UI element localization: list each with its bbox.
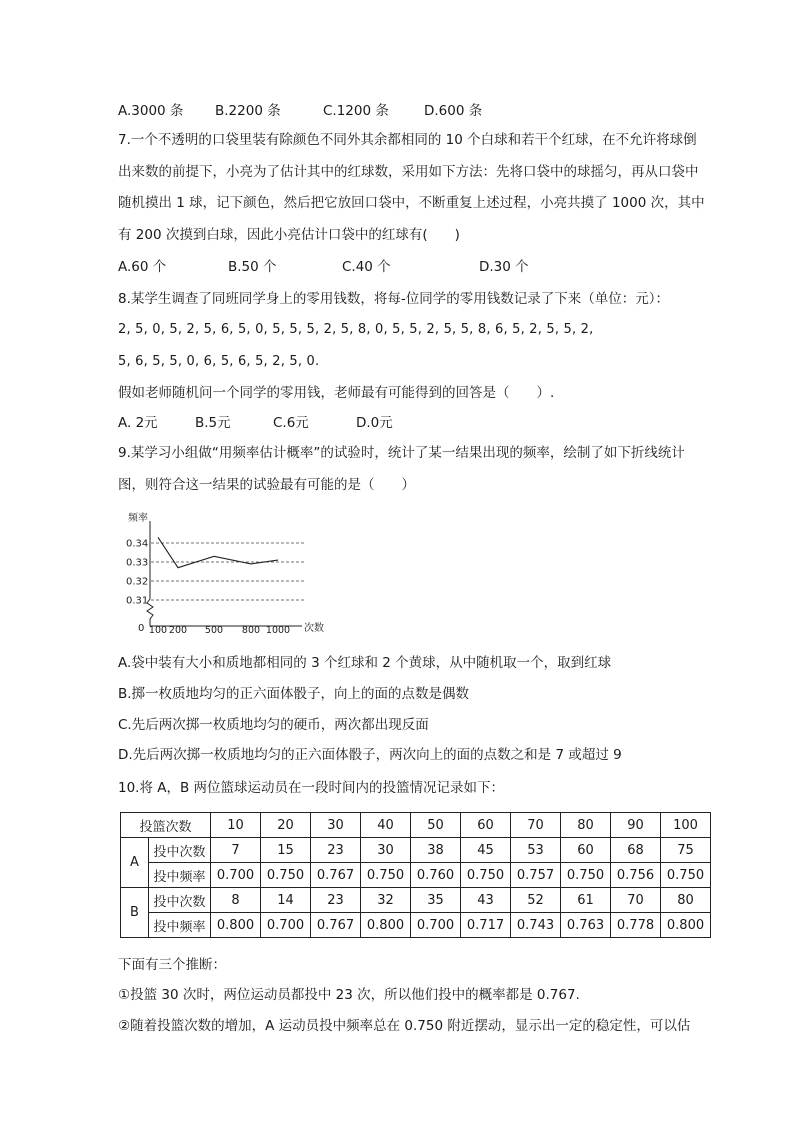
chart-y-tick-label: 0.31	[126, 595, 149, 607]
table-cell: 35	[411, 888, 461, 913]
chart-ylabel: 频率	[128, 513, 148, 524]
shots-cell: 80	[561, 813, 611, 838]
q8-option-d: D.0元	[356, 415, 393, 431]
table-cell: 14	[261, 888, 311, 913]
shots-cell: 70	[511, 813, 561, 838]
q6-options	[118, 102, 718, 120]
table-cell: 0.756	[611, 863, 661, 888]
chart-x-tick-label: 200	[168, 625, 188, 636]
table-cell: 0.767	[311, 913, 361, 938]
table-cell: 0.800	[211, 913, 261, 938]
table-cell: 0.743	[511, 913, 561, 938]
q6-option-d: D.600 条	[424, 103, 483, 119]
table-cell: 0.757	[511, 863, 561, 888]
chart-xlabel: 次数	[304, 623, 324, 634]
chart-series-line	[158, 537, 278, 567]
shots-cell: 30	[311, 813, 361, 838]
table-cell: 45	[461, 838, 511, 863]
shots-cell: 60	[461, 813, 511, 838]
table-cell: 7	[211, 838, 261, 863]
shots-cell: 20	[261, 813, 311, 838]
chart-x-tick-label: 1000	[265, 625, 291, 636]
table-cell: 32	[361, 888, 411, 913]
table-cell: 30	[361, 838, 411, 863]
chart-x-tick-label: 500	[204, 625, 224, 636]
table-cell: 60	[561, 838, 611, 863]
q10-after-text: 下面有三个推断：	[118, 957, 226, 973]
q7-option-a: A.60 个	[118, 259, 167, 275]
table-cell: 0.763	[561, 913, 611, 938]
chart-y-tick-label: 0.34	[126, 538, 149, 550]
q7-option-c: C.40 个	[342, 259, 391, 275]
table-cell: 75	[661, 838, 711, 863]
chart-x-tick-label: 800	[241, 625, 261, 636]
table-cell: 43	[461, 888, 511, 913]
q7-option-d: D.30 个	[479, 259, 529, 275]
q8-options	[118, 414, 718, 432]
q9-text: 9.某学习小组做“用频率估计概率”的试验时，统计了某一结果出现的频率，绘制了如下折线统计图，则符合这一结果的试验最有可能的是（ ）	[118, 445, 685, 493]
q10-intro: 10.将 A，B 两位篮球运动员在一段时间内的投篮情况记录如下：	[118, 780, 505, 796]
table-row	[121, 813, 711, 838]
table-cell: 0.800	[661, 913, 711, 938]
table-row	[121, 888, 711, 913]
q6-option-a: A.3000 条	[118, 103, 184, 119]
table-cell: 0.767	[311, 863, 361, 888]
table-cell: 0.750	[261, 863, 311, 888]
row-label-cell: 投中频率	[149, 913, 211, 938]
table-cell: 15	[261, 838, 311, 863]
q7-option-b: B.50 个	[228, 259, 277, 275]
group-label-cell: A	[121, 838, 149, 888]
chart-y-tick-label: 0.32	[126, 576, 149, 588]
table-cell: 53	[511, 838, 561, 863]
table-cell: 0.750	[461, 863, 511, 888]
chart-origin-label: 0	[138, 623, 145, 634]
table-cell: 8	[211, 888, 261, 913]
table-cell: 52	[511, 888, 561, 913]
q9-option-c: C.先后两次掷一枚质地均匀的硬币，两次都出现反面	[118, 717, 429, 733]
row-label-cell: 投中次数	[149, 888, 211, 913]
table-cell: 70	[611, 888, 661, 913]
table-cell: 0.750	[361, 863, 411, 888]
q6-option-b: B.2200 条	[215, 103, 281, 119]
table-cell: 0.800	[361, 913, 411, 938]
q7-options	[118, 258, 718, 276]
shots-cell: 10	[211, 813, 261, 838]
q8-data-line-1: 2, 5, 0, 5, 2, 5, 6, 5, 0, 5, 5, 5, 2, 5, 8, 0, 5, 5, 2, 5, 5, 8, 6, 5, 2, 5, 5, 2,	[118, 322, 594, 337]
table-cell: 0.778	[611, 913, 661, 938]
frequency-line-chart	[118, 507, 338, 639]
shooting-record-table	[120, 812, 711, 938]
q8-data-line-2: 5, 6, 5, 5, 0, 6, 5, 6, 5, 2, 5, 0.	[118, 354, 320, 369]
table-cell: 0.700	[211, 863, 261, 888]
table-cell: 68	[611, 838, 661, 863]
table-cell: 23	[311, 838, 361, 863]
q9-option-a: A.袋中装有大小和质地都相同的 3 个红球和 2 个黄球，从中随机取一个，取到红球	[118, 655, 612, 671]
shots-cell: 50	[411, 813, 461, 838]
table-cell: 80	[661, 888, 711, 913]
q8-option-b: B.5元	[195, 415, 231, 431]
chart-x-tick-label: 100	[148, 625, 168, 636]
table-cell: 23	[311, 888, 361, 913]
q8-option-c: C.6元	[273, 415, 309, 431]
header-label-cell: 投篮次数	[121, 813, 211, 838]
table-cell: 61	[561, 888, 611, 913]
shots-cell: 40	[361, 813, 411, 838]
row-label-cell: 投中频率	[149, 863, 211, 888]
chart-y-tick-label: 0.33	[126, 557, 149, 569]
table-cell: 0.750	[561, 863, 611, 888]
table-cell: 0.717	[461, 913, 511, 938]
shots-cell: 90	[611, 813, 661, 838]
table-cell: 0.700	[411, 913, 461, 938]
q9-option-b: B.掷一枚质地均匀的正六面体骰子，向上的面的点数是偶数	[118, 686, 470, 702]
q7-text: 7.一个不透明的口袋里装有除颜色不同外其余都相同的 10 个白球和若干个红球，在不允许将球倒出来数的前提下，小亮为了估计其中的红球数，采用如下方法：先将口袋中的球摇匀，再从口袋中随机摸出 1 球，记下颜色，然后把它放回口袋中，不断重复上述过程，小亮共摸了 1000 次，其中有 200 次摸到白球，因此小亮估计口袋中的红球有( )	[118, 132, 705, 243]
q6-option-c: C.1200 条	[323, 103, 389, 119]
q10-inference-1: ①投篮 30 次时，两位运动员都投中 23 次，所以他们投中的概率都是 0.767.	[118, 987, 580, 1003]
group-label-cell: B	[121, 888, 149, 938]
table-cell: 0.760	[411, 863, 461, 888]
table-row	[121, 913, 711, 938]
table-cell: 0.750	[661, 863, 711, 888]
q8-intro: 8.某学生调查了同班同学身上的零用钱数，将每-位同学的零用钱数记录了下来（单位：元）：	[118, 291, 670, 307]
q9-option-d: D.先后两次掷一枚质地均匀的正六面体骰子，两次向上的面的点数之和是 7 或超过 9	[118, 747, 622, 763]
table-row	[121, 838, 711, 863]
q8-question: 假如老师随机问一个同学的零用钱，老师最有可能得到的回答是（ ）.	[118, 385, 555, 401]
row-label-cell: 投中次数	[149, 838, 211, 863]
shots-cell: 100	[661, 813, 711, 838]
table-cell: 0.700	[261, 913, 311, 938]
q10-inference-2: ②随着投篮次数的增加，A 运动员投中频率总在 0.750 附近摆动，显示出一定的稳定性，可以估	[118, 1018, 691, 1034]
table-row	[121, 863, 711, 888]
q8-option-a: A. 2元	[118, 415, 158, 431]
table-cell: 38	[411, 838, 461, 863]
